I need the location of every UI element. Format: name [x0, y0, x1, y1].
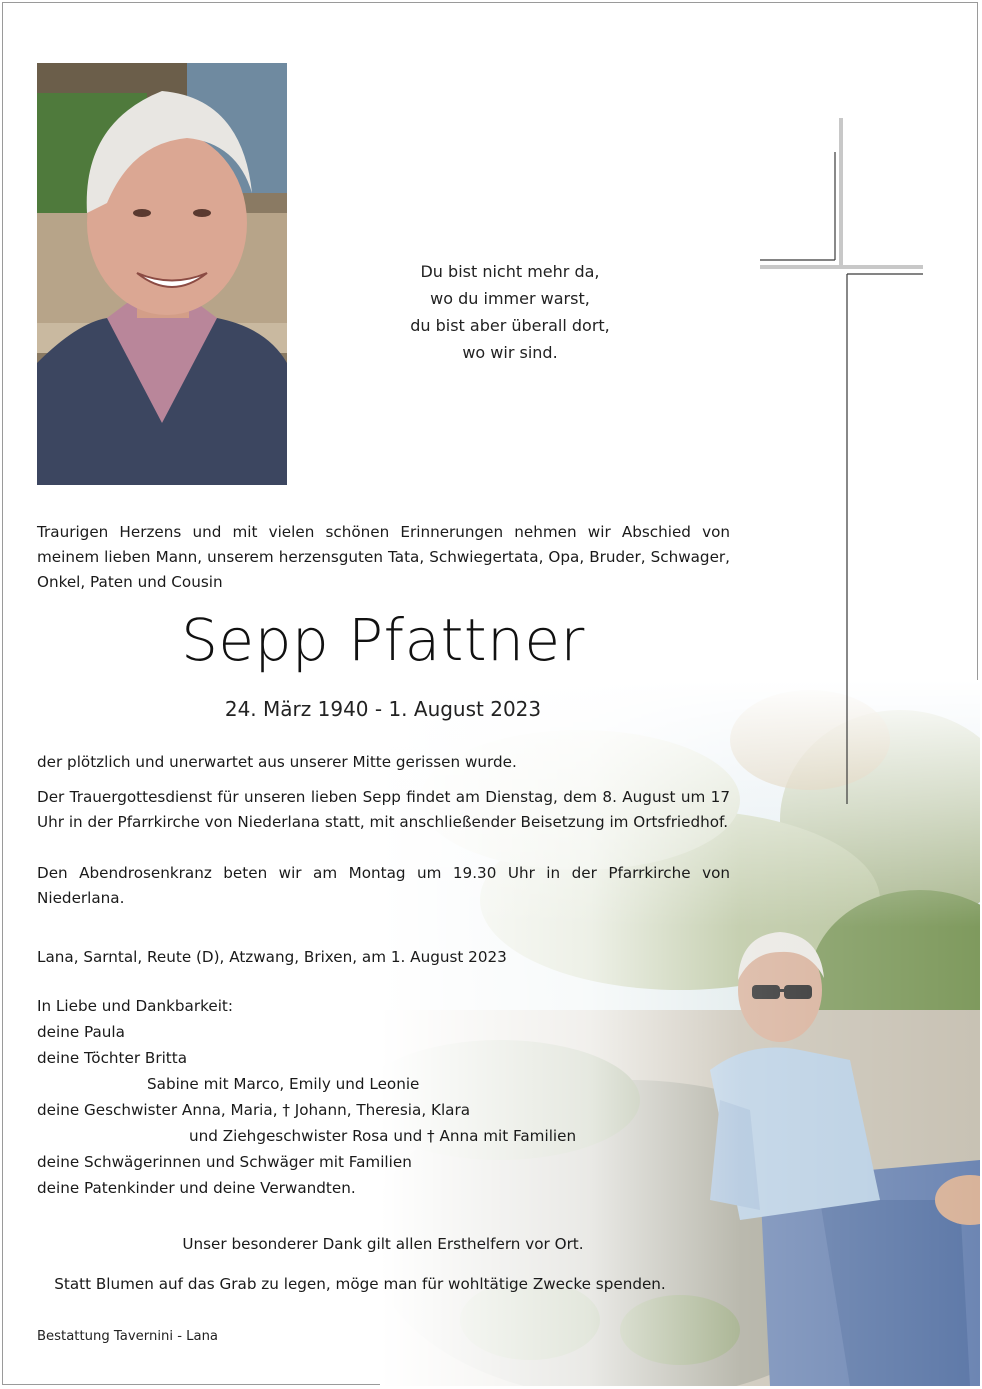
poem: [350, 258, 670, 366]
mourner-line: und Ziehgeschwister Rosa und † Anna mit Familien: [189, 1127, 577, 1145]
paragraph-funeral: Der Trauergottesdienst für unseren lieben Sepp findet am Dienstag, dem 8. August um 17 Uhr in der Pfarrkirche von Niederlana statt, mit anschließender Beisetzung im Ortsfriedhof.: [37, 788, 730, 831]
mourner-line: deine Schwägerinnen und Schwäger mit Familien: [37, 1153, 412, 1171]
intro-text: Traurigen Herzens und mit vielen schönen Erinnerungen nehmen wir Abschied von meinem lieben Mann, unserem herzensguten Tata, Schwiegertata, Opa, Bruder, Schwager, Onkel, Paten und Cousin: [37, 523, 730, 591]
cross-icon: [755, 118, 930, 808]
undertaker-credit: Bestattung Tavernini - Lana: [37, 1329, 219, 1344]
poem-line: wo du immer warst,: [430, 289, 590, 308]
mourners-heading: In Liebe und Dankbarkeit:: [37, 997, 233, 1015]
deceased-name: Sepp Pfattner: [181, 606, 585, 674]
paragraph-sudden: der plötzlich und unerwartet aus unserer Mitte gerissen wurde.: [37, 753, 517, 771]
portrait-photo: [37, 63, 287, 485]
mourner-line: Sabine mit Marco, Emily und Leonie: [147, 1075, 420, 1093]
mourner-line: deine Geschwister Anna, Maria, † Johann, Theresia, Klara: [37, 1101, 471, 1119]
poem-line: du bist aber überall dort,: [410, 316, 610, 335]
poem-line: wo wir sind.: [462, 343, 558, 362]
flowers-note: Statt Blumen auf das Grab zu legen, möge man für wohltätige Zwecke spenden.: [54, 1275, 666, 1293]
poem-line: Du bist nicht mehr da,: [420, 262, 600, 281]
thanks-note: Unser besonderer Dank gilt allen Ersthelfern vor Ort.: [182, 1235, 584, 1253]
place-date: Lana, Sarntal, Reute (D), Atzwang, Brixen, am 1. August 2023: [37, 948, 507, 966]
mourners-list: [37, 993, 677, 1201]
mourner-line: deine Patenkinder und deine Verwandten.: [37, 1179, 356, 1197]
mourner-line: deine Paula: [37, 1023, 125, 1041]
paragraph-rosary: Den Abendrosenkranz beten wir am Montag um 19.30 Uhr in der Pfarrkirche von Niederlana.: [37, 864, 730, 907]
mourner-line: deine Töchter Britta: [37, 1049, 188, 1067]
life-dates: 24. März 1940 - 1. August 2023: [224, 697, 542, 721]
